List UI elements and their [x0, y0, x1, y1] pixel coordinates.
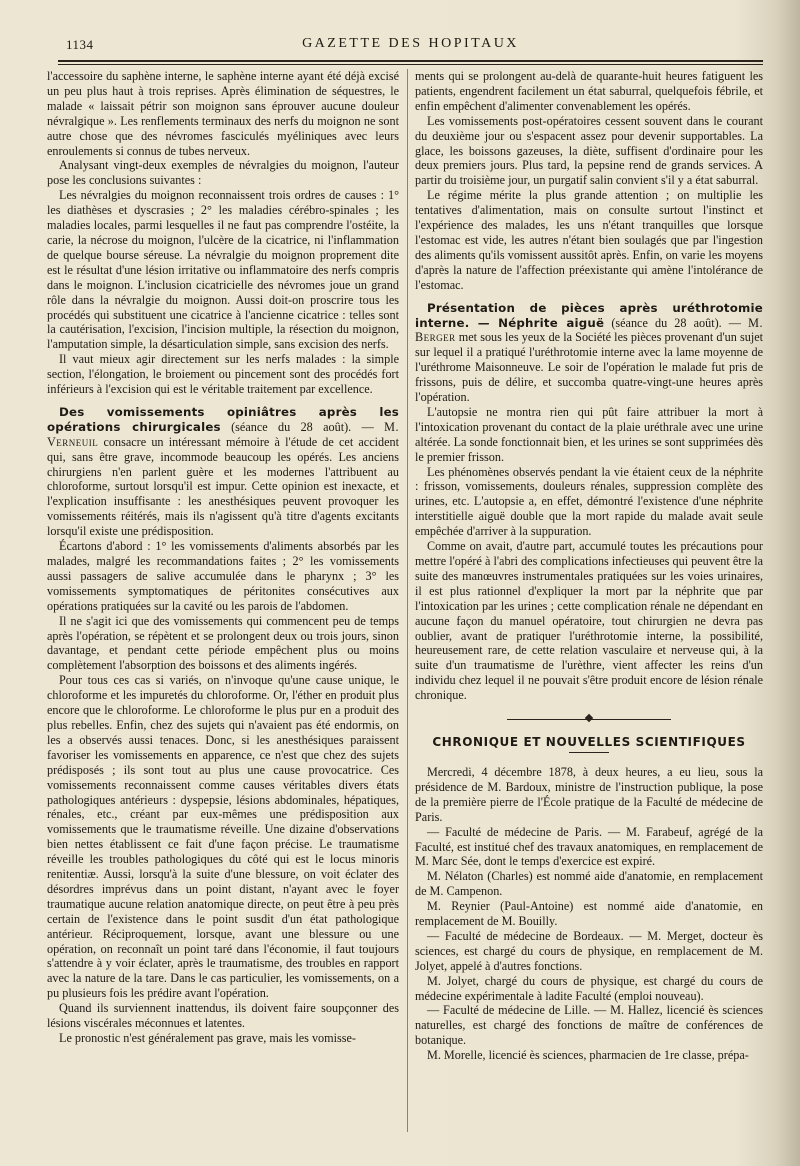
right-column: [415, 69, 763, 1063]
paragraph: Le régime mérite la plus grande attention ; on multiplie les tentatives d'alimentation, mais on consulte surtout l'instinct et l'expérience des malades, les uns n'étant tranquilles que lorsque l'estomac est vide, les autres n'étant bien soulagés que par l'ingestion des aliments qu'ils vomissent aussitôt après. Enfin, on varie les moyens d'après la nature de l'affection préexistante qui amène l'intolérance de l'estomac.: [415, 188, 763, 292]
session-date: (séance du 28 août). —: [231, 419, 374, 434]
paragraph: Les phénomènes observés pendant la vie étaient ceux de la néphrite : frisson, vomissements, douleurs rénales, suppression complète des urines, etc. L'autopsie a, en effet, démontré l'existence d'une néphrite interstitielle aiguë double que la mort rapide du malade avait seule empêchée d'arriver à la suppuration.: [415, 464, 763, 539]
paragraph: M. Nélaton (Charles) est nommé aide d'anatomie, en remplacement de M. Campenon.: [415, 869, 763, 899]
paragraph: M. Jolyet, chargé du cours de physique, est chargé du cours de médecine expérimentale à ladite Faculté (emploi nouveau).: [415, 973, 763, 1003]
paragraph: ments qui se prolongent au-delà de quarante-huit heures fatiguent les patients, engendrent facilement un état saburral, quelquefois fébrile, et enfin empêchent d'alimenter convenablement les opérés.: [415, 69, 763, 113]
page-number: 1134: [66, 37, 94, 52]
paragraph: Il ne s'agit ici que des vomissements qui commencent peu de temps après l'opération, se répètent et se prolongent deux ou trois jours, sinon davantage, et pendant cette période empêchent plus ou moins complètement l'absorption des boissons et des aliments ingérés.: [47, 613, 399, 673]
left-column: [47, 69, 399, 1046]
paragraph: Quand ils surviennent inattendus, ils doivent faire soupçonner des lésions viscérales méconnues et latentes.: [47, 1001, 399, 1031]
column-divider: [407, 69, 408, 1132]
section-heading-vomissements: Des vomissements opiniâtres après les opérations chirurgicales: [47, 404, 399, 434]
paragraph: Écartons d'abord : 1° les vomissements d'aliments absorbés par les malades, malgré les recommandations faites ; 2° les vomissements aussi passagers de salive accumulée dans le pharynx ; 3° les vomissements symptomatiques de péritonites consécutives aux opérations pratiquées sur la cavité ou les parois de l'abdomen.: [47, 539, 399, 613]
diamond-ornament-icon: [585, 714, 593, 722]
paragraph: — Faculté de médecine de Lille. — M. Hallez, licencié ès sciences naturelles, est chargé des fonctions de maître de conférences de botanique.: [415, 1003, 763, 1048]
section-text: met sous les yeux de la Société les pièces provenant d'un sujet sur lequel il a pratiqué l'uréthrotomie interne avec la lame moyenne de l'uréthrome Maisonneuve. Le soir de l'opération le malade fut pris de frissons, puis de délire, et succomba quatre-vingt-une heures après l'opération.: [415, 330, 763, 405]
heading-rule: [569, 752, 609, 753]
paragraph: M. Reynier (Paul-Antoine) est nommé aide d'anatomie, en remplacement de M. Bouilly.: [415, 899, 763, 929]
paragraph: Comme on avait, d'autre part, accumulé toutes les précautions pour mettre l'opéré à l'abri des complications infectieuses qui peuvent être la suite des manœuvres instrumentales pratiquées sur les voies urinaires, il est plus rationnel d'expliquer la mort par la néphrite que par l'intoxication par les urines ; cette complication rénale ne dépendant en aucune façon du manuel opératoire, tout chirurgien ne devra pas oublier, avant de pratiquer l'uréthrotomie interne, la possibilité, heureusement rare, de cette relation vasculaire et nerveuse qui, à la suite d'un traumatisme de l'urèthre, vient affecter les reins d'un individu chez lequel il ne pouvait s'être produit encore de lésion rénale chronique.: [415, 539, 763, 703]
paragraph: Pour tous ces cas si variés, on n'invoque qu'une cause unique, le chloroforme et les impuretés du chloroforme. Or, l'éther en produit plus encore que le chloroforme. Le chloroforme le plus pur en a produit des plus rebelles. Enfin, chez des sujets qui n'avaient pas été endormis, on les a observés aussi tenaces. Donc, si les anesthésiques paraissent favoriser les vomissements en apparence, ce n'est que chez des sujets prédisposés ; ils sont tout au plus une cause provocatrice. Ces vomissements reconnaissent comme causes véritables divers états pathologiques antérieurs : dyspepsie, lésions abdominales, hépatiques, rénales, etc., créant par eux-mêmes une prédisposition aux vomissements que le traumatisme réveille. Une dizaine d'observations bien nettes établissent ce fait d'une façon précise. Le traumatisme réveille les troubles pathologiques du côté qui est le locus minoris renitentiæ. Aussi, lorsqu'à la suite d'une blessure, on voit éclater des désordres imprévus dans un point distant, n'ayant avec le foyer traumatique aucune relation anatomique directe, on peut être à peu près certain de l'existence dans le point susdit d'un état pathologique antérieur. Réciproquement, lorsque, avant une blessure ou une opération, on reconnaît un point taré dans l'économie, il faut toujours s'attendre à y voir éclater, après le traumatisme, des troubles en rapport avec la nature de la tare. Dans le cas particulier, les vomissements, on a pu plusieurs fois les prédire avant l'opération.: [47, 673, 399, 1001]
paragraph: Les vomissements post-opératoires cessent souvent dans le courant du deuxième jour ou s'espacent assez pour devenir supportables. La glace, les boissons gazeuses, la diète, suffisent d'ordinaire pour les deux premiers jours. Plus tard, la pepsine rend de grands services. A partir du troisième jour, un purgatif salin convient s'il y a état saburral.: [415, 113, 763, 188]
paragraph: Analysant vingt-deux exemples de névralgies du moignon, l'auteur pose les conclusions suivantes :: [47, 158, 399, 188]
journal-title: GAZETTE DES HOPITAUX: [302, 36, 519, 51]
section-paragraph: [47, 405, 399, 539]
section-paragraph: [415, 301, 763, 405]
author-name: M. Verneuil: [47, 419, 400, 449]
section-heading-uretrotomie: Présentation de pièces après uréthrotomie interne. — Néphrite aiguë: [415, 300, 763, 330]
paragraph: Il vaut mieux agir directement sur les nerfs malades : la simple section, l'élongation, le broiement ou pincement sont des procédés fort inférieurs à l'excision qui est le véritable traitement par excellence.: [47, 352, 399, 397]
page-header: [58, 30, 763, 62]
chronique-heading: CHRONIQUE ET NOUVELLES SCIENTIFIQUES: [432, 735, 746, 750]
paragraph: M. Morelle, licencié ès sciences, pharmacien de 1re classe, prépa-: [427, 1048, 749, 1063]
paragraph: L'autopsie ne montra rien qui pût faire attribuer la mort à l'intoxication provenant du contact de la plaie uréthrale avec une urine altérée. La sonde fonctionnait bien, et les urines se sont supprimées dès le premier frisson.: [415, 404, 763, 464]
section-text: consacre un intéressant mémoire à l'étude de cet accident qui, sans être grave, incommode beaucoup les opérés. Les anciens chirurgiens n'en parlent guère et les modernes l'attribuent au chloroforme, surtout lorsqu'il est impur. Cette opinion est inexacte, et l'explication insuffisante : les anesthésiques peuvent provoquer les vomissements réitérés, mais ils n'agissent qu'à titre d'agents excitants lorsqu'il existe une prédisposition.: [47, 434, 399, 539]
paragraph: Les névralgies du moignon reconnaissent trois ordres de causes : 1° les diathèses et dyscrasies ; 2° les maladies cérébro-spinales ; les maladies locales, parmi lesquelles il ne faut pas comprendre l'ostéite, la carie, la nécrose du moignon, l'ulcère de la cicatrice, ni l'inflammation de quelque bourse séreuse. La névralgie du moignon proprement dite est le résultat d'une lésion irritative ou inflammatoire des nerfs compris dans le moignon. L'inclusion cicatricielle des névromes joue un grand rôle dans la névralgie du moignon. Aussi doit-on proscrire tous les procédés qui substituent une cicatrice à l'ancienne cicatrice : telles sont la cautérisation, l'excision, l'incision multiple, la résection du moignon, l'amputation simple, la désarticulation simple, sans excision des nerfs.: [47, 188, 399, 352]
paragraph: Mercredi, 4 décembre 1878, à deux heures, a eu lieu, sous la présidence de M. Bardoux, ministre de l'instruction publique, la pose de la première pierre de l'École pratique de la Faculté de médecine de Paris.: [415, 764, 763, 824]
section-gap: [47, 397, 399, 405]
paragraph: — Faculté de médecine de Bordeaux. — M. Merget, docteur ès sciences, est chargé du cours de physique, en remplacement de M. Jolyet, appelé à d'autres fonctions.: [415, 928, 763, 973]
paragraph: — Faculté de médecine de Paris. — M. Farabeuf, agrégé de la Faculté, est institué chef des travaux anatomiques, en remplacement de M. Marc Sée, dont le temps d'exercice est expiré.: [415, 824, 763, 869]
paragraph: Le pronostic n'est généralement pas grave, mais les vomisse-: [59, 1031, 356, 1045]
paragraph: l'accessoire du saphène interne, le saphène interne ayant été déjà excisé un peu plus haut à trois reprises. Après élimination de séquestres, le malade « laissait pétrir son moignon sans éprouver aucune douleur névralgique ». Les renflements terminaux des nerfs du moignon ne sont autre chose que des névromes fasciculés myéliniques avec leurs enroulements si connus de tubes nerveux.: [47, 69, 399, 158]
ornamental-divider: [415, 711, 763, 727]
author-name: M. Berger: [415, 315, 764, 345]
session-date: (séance du 28 août). —: [611, 315, 741, 330]
section-gap: [415, 293, 763, 301]
